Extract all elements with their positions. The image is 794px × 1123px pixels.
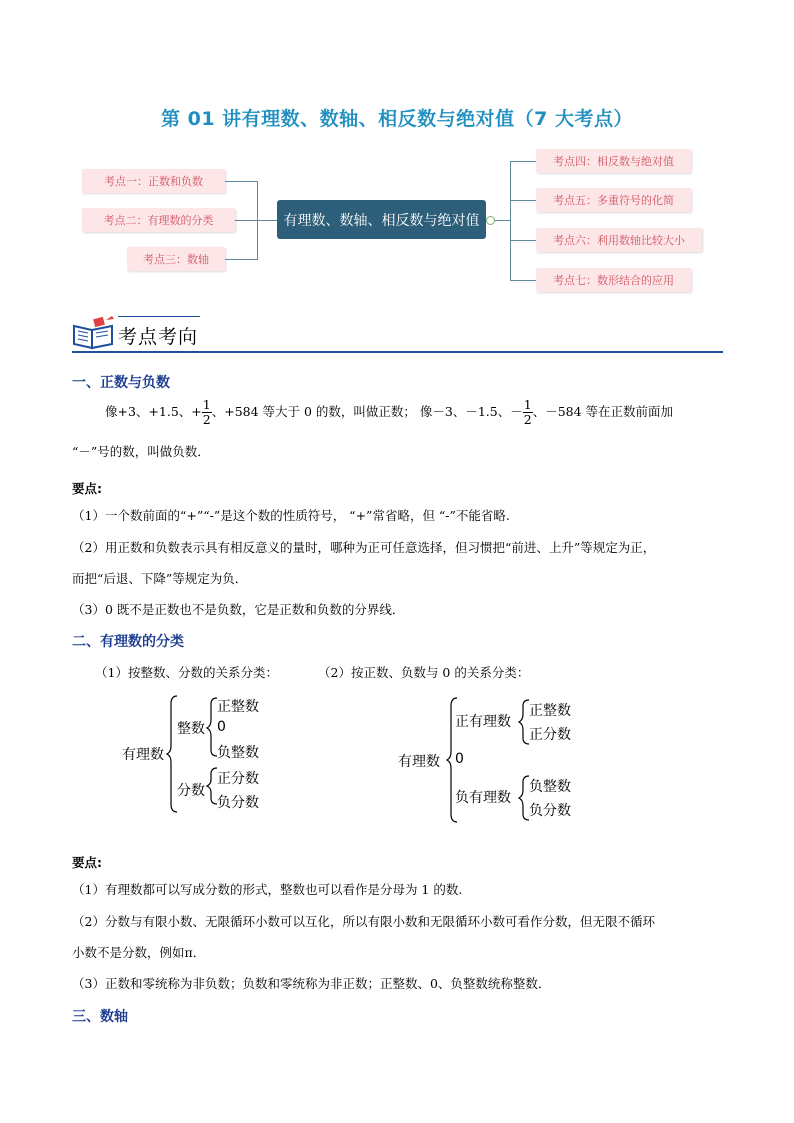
fraction-numerator: 1 xyxy=(523,397,532,412)
tree2-positive: 正有理数 xyxy=(455,714,511,730)
tree1-item: 负整数 xyxy=(217,745,259,761)
tree2-item: 负分数 xyxy=(529,803,571,819)
mindmap-node-2: 考点二：有理数的分类 xyxy=(82,208,235,232)
mindmap-node-7: 考点七：数形结合的应用 xyxy=(536,268,691,292)
text-run: 、－584 等在正数前面加 xyxy=(532,404,674,419)
banner-rule xyxy=(72,351,723,353)
tree2-item: 正分数 xyxy=(529,727,571,743)
point-item: （1）有理数都可以写成分数的形式，整数也可以看作是分母为 1 的数. xyxy=(72,882,463,897)
mindmap-center-node: 有理数、数轴、相反数与绝对值 xyxy=(277,200,486,239)
tree1-item: 正分数 xyxy=(217,771,259,787)
mindmap-connector xyxy=(510,161,536,162)
mindmap-node-1: 考点一：正数和负数 xyxy=(82,169,225,193)
mindmap-node-5: 考点五：多重符号的化简 xyxy=(536,188,691,212)
mindmap-connector xyxy=(235,220,277,221)
classification-caption-2: （2）按正数、负数与 0 的关系分类： xyxy=(318,665,530,680)
mindmap-connector xyxy=(510,280,536,281)
tree1-item: 正整数 xyxy=(217,699,259,715)
mindmap-connector xyxy=(510,240,536,241)
text-run: 、+584 等大于 0 的数，叫做正数； 像－3、－1.5、－ xyxy=(211,404,523,419)
point-item: （1）一个数前面的“+”“-”是这个数的性质符号， “+”常省略，但 “-”不能省略. xyxy=(72,508,510,523)
book-icon xyxy=(72,316,116,350)
text-run: 像+3、+1.5、+ xyxy=(105,404,202,419)
tree1-integer: 整数 xyxy=(177,721,205,737)
fraction-numerator: 1 xyxy=(202,397,211,412)
tree2-item: 正整数 xyxy=(529,703,571,719)
points-label: 要点: xyxy=(72,481,102,496)
point-item: （3）正数和零统称为非负数；负数和零统称为非正数；正整数、0、负整数统称整数． xyxy=(72,976,551,991)
mindmap-connector xyxy=(257,181,258,260)
points-label: 要点: xyxy=(72,855,102,870)
mindmap-node-4: 考点四：相反数与绝对值 xyxy=(536,149,691,173)
section-heading-3: 三、数轴 xyxy=(72,1009,128,1025)
tree1-item: 负分数 xyxy=(217,795,259,811)
fraction xyxy=(202,398,212,427)
point-item: （3）0 既不是正数也不是负数，它是正数和负数的分界线． xyxy=(72,602,405,617)
tree1-fraction: 分数 xyxy=(177,783,205,799)
mindmap-connector xyxy=(225,259,257,260)
section1-paragraph-cont: “－”号的数，叫做负数． xyxy=(72,444,210,459)
tree2-item: 负整数 xyxy=(529,779,571,795)
classification-caption-1: （1）按整数、分数的关系分类： xyxy=(95,665,278,680)
banner-top-rule xyxy=(118,316,200,317)
section-heading-2: 二、有理数的分类 xyxy=(72,634,184,650)
mindmap-connector xyxy=(510,200,536,201)
section-heading-1: 一、正数与负数 xyxy=(72,375,170,391)
mindmap-node-dot xyxy=(486,216,495,225)
tree1-root: 有理数 xyxy=(122,747,164,763)
tree2-negative: 负有理数 xyxy=(455,790,511,806)
banner-label: 考点考向 xyxy=(118,326,199,348)
point-item: （2）用正数和负数表示具有相反意义的量时，哪种为正可任意选择，但习惯把“前进、上升”等规定为正， xyxy=(72,540,656,555)
point-item: 而把“后退、下降”等规定为负． xyxy=(72,571,248,586)
mindmap-connector xyxy=(510,161,511,280)
tree2-zero: 0 xyxy=(455,751,464,767)
fraction xyxy=(523,398,533,427)
point-item: （2）分数与有限小数、无限循环小数可以互化，所以有限小数和无限循环小数可看作分数，但无限不循环 xyxy=(72,914,655,929)
mindmap-node-6: 考点六：利用数轴比较大小 xyxy=(536,228,702,252)
fraction-denominator: 2 xyxy=(202,412,211,427)
section1-paragraph xyxy=(105,398,745,427)
tree1-item: 0 xyxy=(217,719,226,735)
page-title: 第 01 讲有理数、数轴、相反数与绝对值（7 大考点） xyxy=(160,108,633,130)
point-item: 小数不是分数，例如π． xyxy=(72,945,206,960)
tree2-root: 有理数 xyxy=(398,754,440,770)
mindmap-connector xyxy=(225,181,257,182)
fraction-denominator: 2 xyxy=(523,412,532,427)
mindmap-node-3: 考点三：数轴 xyxy=(127,247,225,271)
